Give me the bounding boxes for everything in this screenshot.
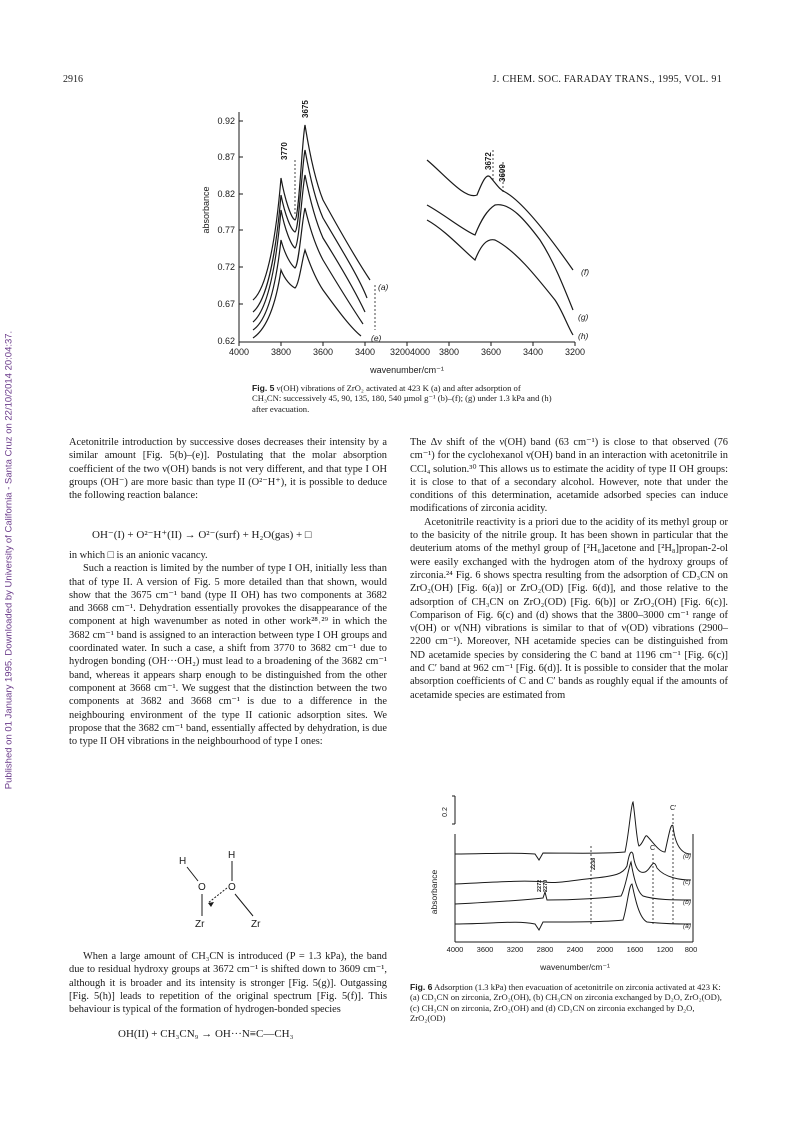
fig6-band-label: 2238 — [591, 857, 597, 870]
fig6-xtick: 3200 — [506, 945, 524, 954]
fig5-peak-label: 3675 — [301, 100, 310, 118]
equation-1: OH⁻(I) + O²⁻H⁺(II) → O²⁻(surf) + H₂O(gas) + □ — [92, 529, 312, 541]
fig5-xtick: 3200 — [389, 347, 411, 357]
fig5-curve-label: (g) — [578, 312, 589, 322]
fig5-ytick: 0.82 — [217, 189, 235, 199]
fig5-xtick: 3400 — [522, 347, 544, 357]
fig5-xtick: 3600 — [480, 347, 502, 357]
fig6-curve-label: (d) — [683, 853, 691, 860]
fig6-xtick: 2000 — [596, 945, 614, 954]
scheme-atom: Zr — [195, 919, 205, 930]
fig5-peak-label: 3770 — [280, 142, 289, 160]
fig5-ylabel: absorbance — [201, 186, 211, 234]
fig6-scale: 0.2 — [442, 807, 449, 817]
fig5-peak-label: 3672 — [484, 152, 493, 170]
fig5-ytick: 0.87 — [217, 152, 235, 162]
fig6-xtick: 2800 — [536, 945, 554, 954]
fig5-xtick: 4000 — [409, 347, 431, 357]
figure-6 — [425, 774, 710, 974]
scheme-atom: O — [228, 882, 236, 893]
fig6-xtick: 1200 — [656, 945, 674, 954]
fig5-ytick: 0.92 — [217, 116, 235, 126]
scheme-atom: H — [228, 850, 236, 861]
fig5-xtick: 3600 — [312, 347, 334, 357]
fig5-xtick: 3800 — [270, 347, 292, 357]
paragraph: When a large amount of CH₃CN is introduced (P = 1.3 kPa), the band due to residual hydroxy groups at 3672 cm⁻¹ is shifted down to 3609 cm⁻¹, although it is broader and its intensity is stronger [Fig. 5(g)]. Outgassing [Fig. 5(h)] leads to repetition of the original spectrum [Fig. 5(f)]. This behaviour is typical of the formation of hydrogen-bonded species — [69, 951, 387, 1016]
fig5-ytick: 0.72 — [217, 262, 235, 272]
fig6-xtick: 3600 — [476, 945, 494, 954]
fig5-ytick: 0.67 — [217, 299, 235, 309]
fig5-xtick: 3800 — [438, 347, 460, 357]
paragraph: Acetonitrile reactivity is a priori due to the acidity of its methyl group or to the basicity of the nitrile group. It has been shown in particular that the deuterium atoms of the methyl group of [²H₆]acetone and [²H₈]propan-2-ol were easily exchanged with the hydrogen atom of the hydroxy groups of zirconia.²⁴ Fig. 6 shows spectra resulting from the adsorption of CD₃CN on ZrO₂(OH) [Fig. 6(a)] or ZrO₂(OD) [Fig. 6(d)], and those relative to the adsorption of CH₃CN on ZrO₂(OD) [Fig. 6(b)] or ZrO₂(OH) [Fig. 6(c)]. Comparison of Fig. 6(c) and (d) shows that the 3800–3000 cm⁻¹ range of ν(OH) or ν(NH) vibrations is similar to that of ν(OD) vibrations (2900–2200 cm⁻¹). Moreover, NH acetamide species can be distinguished from ND acetamide species by considering the C band at 1196 cm⁻¹ [Fig. 6(c)] and C′ band at 962 cm⁻¹ [Fig. 6(d)]. It is possible to consider that the molar absorption coefficients of C and C′ bands as roughly equal if the amounts of acetamide species are estimated from — [410, 516, 728, 701]
fig6-xtick: 800 — [684, 945, 698, 954]
fig6-band-label: C' — [670, 805, 677, 812]
fig5-curve-label: (f) — [581, 267, 590, 277]
fig6-band-label: C — [650, 845, 656, 852]
fig6-ylabel: absorbance — [429, 869, 439, 915]
hydroxyl-scheme — [165, 848, 280, 933]
paragraph: in which □ is an anionic vacancy. — [69, 550, 208, 561]
fig6-curve-label: (b) — [683, 899, 691, 906]
fig5-xtick: 3400 — [354, 347, 376, 357]
left-column-top — [69, 436, 387, 502]
scheme-atom: O — [198, 882, 206, 893]
left-column-bottom — [69, 950, 387, 1016]
fig6-xtick: 2400 — [566, 945, 584, 954]
fig5-xtick: 4000 — [228, 347, 250, 357]
scheme-atom: H — [179, 856, 187, 867]
fig6-band-label: 2270 — [543, 879, 549, 892]
fig6-xtick: 1600 — [626, 945, 644, 954]
fig5-spectra-right — [427, 160, 573, 335]
paragraph: Acetonitrile introduction by successive doses decreases their intensity by a similar amount [Fig. 5(b)–(e)]. Postulating that the molar absorption coefficient of the two ν(OH) bands is not very different, and that type I OH groups (OH⁻) are more basic than type II (O²⁻H⁺), it is possible to deduce the following reaction balance: — [69, 437, 387, 502]
fig6-caption: Fig. 6 Adsorption (1.3 kPa) then evacuation of acetonitrile on zirconia activated at 423 K: (a) CD₃CN on zirconia, ZrO₂(OH), (b) CH₃CN on zirconia exchanged by D₂O, ZrO₂(OD), (c) CH₃CN on zirconia, ZrO₂(OH) and (d) CD₃CN on zirconia exchanged by D₂O, ZrO₂(OD) — [410, 982, 722, 1024]
left-column-mid — [69, 549, 387, 748]
journal-header: J. CHEM. SOC. FARADAY TRANS., 1995, VOL. 91 — [492, 74, 722, 85]
fig5-peak-label: 3609 — [498, 164, 507, 182]
fig5-ytick: 0.62 — [217, 336, 235, 346]
fig5-spectra-left — [253, 125, 370, 338]
figure-5 — [195, 90, 615, 382]
fig5-ytick: 0.77 — [217, 225, 235, 235]
page-number: 2916 — [63, 74, 83, 85]
fig5-xtick: 3200 — [564, 347, 586, 357]
scheme-atom: Zr — [251, 919, 261, 930]
fig5-xlabel: wavenumber/cm⁻¹ — [370, 365, 444, 375]
fig6-xtick: 4000 — [446, 945, 464, 954]
fig6-band-label: 2272 — [537, 879, 543, 892]
fig5-curve-label: (h) — [578, 331, 589, 341]
fig6-xlabel: wavenumber/cm⁻¹ — [540, 962, 610, 972]
paragraph: Such a reaction is limited by the number of type I OH, initially less than that of type II. A version of Fig. 5 more detailed than that shown, would show that the 3675 cm⁻¹ band (type II OH) has two components at 3682 and 3668 cm⁻¹. Dehydration essentially provokes the disappearance of the component at high wavenumber as noted in other work²⁸˒²⁹ in which the 3682 cm⁻¹ band is assigned to an interaction between type I OH groups and coordinated water. In such a case, a shift from 3770 to 3682 cm⁻¹ due to hydrogen bonding (OH···OH₂) must lead to a broadening of the 3682 cm⁻¹ band, whereas it appears sharp enough to be distinguished from the other component at 3668 cm⁻¹. We suggest that the distinction between the two components at 3682 and 3668 cm⁻¹ is due to a difference in the neighbouring environment of the type II cationic adsorption sites. We propose that the 3682 cm⁻¹ band, essentially affected by dehydration, is due to type II OH vibrations in the neighbourhood of type I ones: — [69, 563, 387, 748]
fig6-spectra — [455, 802, 691, 930]
fig6-curve-label: (c) — [683, 879, 691, 886]
download-notice: Published on 01 January 1995. Downloaded by University of California - Santa Cruz on 22/10/2014 20:04:37. — [3, 330, 15, 790]
fig5-caption: Fig. 5 ν(OH) vibrations of ZrO₂ activated at 423 K (a) and after adsorption of CH₃CN: successively 45, 90, 135, 180, 540 µmol g⁻¹ (b)–(f); (g) under 1.3 kPa and (h) after evacuation. — [252, 383, 552, 414]
right-column — [410, 436, 728, 702]
fig5-curve-label: (a) — [378, 282, 389, 292]
fig5-curve-label: (e) — [371, 333, 382, 343]
equation-2: OH(II) + CH₃CN₉ → OH···N≡C—CH₃ — [118, 1028, 294, 1040]
fig6-curve-label: (a) — [683, 923, 691, 930]
paragraph: The Δν shift of the ν(OH) band (63 cm⁻¹) is close to that observed (76 cm⁻¹) for the cyclohexanol ν(OH) band in an interaction with acetonitrile in CCl₄ solution.³⁰ This allows us to estimate the acidity of type II OH groups: it is close to that of a secondary alcohol. However, note that under the conditions of this determination, acetamide adsorbed species can induce modifications of zirconia acidity. — [410, 437, 728, 515]
